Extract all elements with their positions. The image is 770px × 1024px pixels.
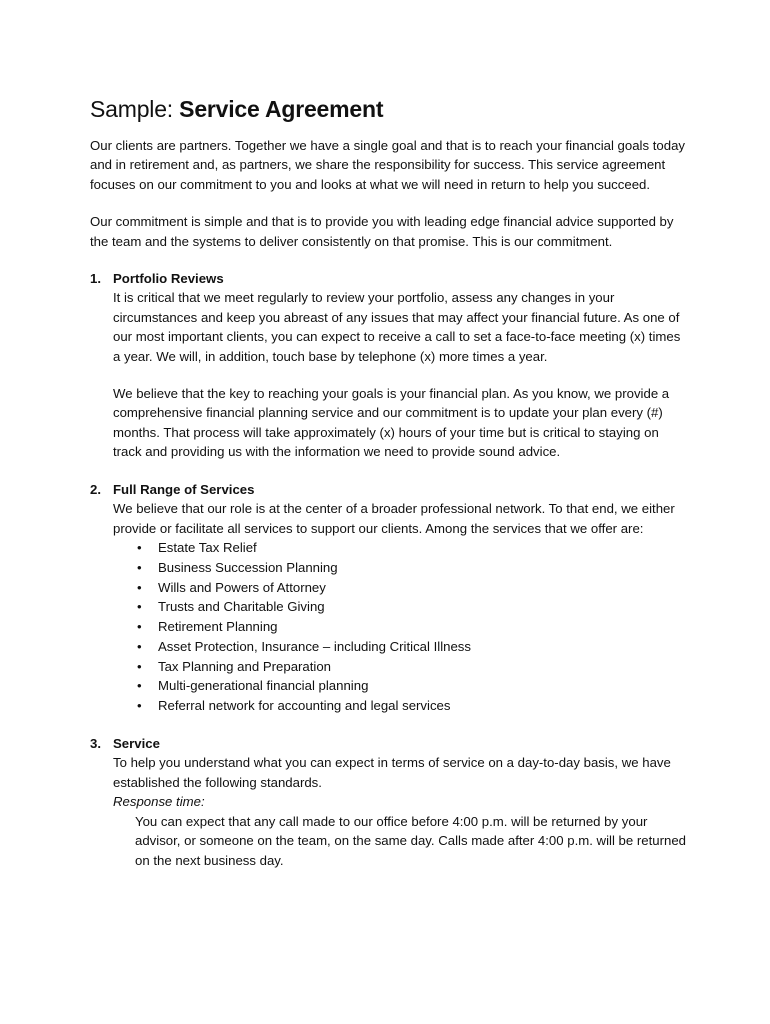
list-item	[137, 597, 690, 617]
list-item-text: Trusts and Charitable Giving	[158, 599, 325, 615]
list-item-text: Tax Planning and Preparation	[158, 658, 332, 674]
list-item	[137, 538, 690, 558]
bullet-icon: •	[137, 678, 142, 694]
section-number: 3.	[90, 736, 101, 752]
section-paragraph: We believe that our role is at the center of a broader professional network. To that end, we either provide or facilitate all services to support our clients. Among the services that we offer are:	[113, 501, 675, 536]
section-number: 2.	[90, 481, 101, 497]
list-item-text: Business Succession Planning	[158, 559, 338, 575]
list-item-text: Asset Protection, Insurance – including Critical Illness	[158, 638, 471, 654]
section-paragraph: We believe that the key to reaching your goals is your financial plan. As you know, we provide a comprehensive financial planning service and our commitment is to update your plan every (#) months. That process will take approximately (x) hours of your time but is critical to staying on track and providing us with the information we need to provide sound advice.	[113, 386, 670, 460]
section-heading: Full Range of Services	[113, 481, 255, 497]
section-body	[113, 734, 690, 870]
section-number: 1.	[90, 271, 101, 287]
services-list	[113, 538, 690, 716]
bullet-icon: •	[137, 579, 142, 595]
list-item	[137, 578, 690, 598]
section-body	[113, 269, 690, 462]
intro-paragraph-2: Our commitment is simple and that is to provide you with leading edge financial advice supported by the team and the systems to deliver consistently on that promise. This is our commitment.	[90, 214, 674, 249]
list-item-text: Retirement Planning	[158, 619, 278, 635]
bullet-icon: •	[137, 619, 142, 635]
bullet-icon: •	[137, 698, 142, 714]
section-heading: Portfolio Reviews	[113, 271, 224, 287]
section-paragraph: It is critical that we meet regularly to review your portfolio, assess any changes in your circumstances and keep you abreast of any issues that may affect your financial future. As one of our most important clients, you can expect to receive a call to set a face-to-face meeting (x) times a year. We will, in addition, touch base by telephone (x) more times a year.	[113, 290, 681, 364]
list-item	[137, 676, 690, 696]
bullet-icon: •	[137, 559, 142, 575]
intro-paragraph-1: Our clients are partners. Together we have a single goal and that is to reach your financial goals today and in retirement and, as partners, we share the responsibility for success. This service agreement focuses on our commitment to you and looks at what we will need in return to help you succeed.	[90, 138, 686, 192]
title-prefix: Sample:	[90, 96, 180, 122]
list-item-text: Referral network for accounting and legal services	[158, 698, 451, 714]
bullet-icon: •	[137, 658, 142, 674]
section-full-range-of-services	[90, 480, 690, 716]
list-item	[137, 558, 690, 578]
bullet-icon: •	[137, 539, 142, 555]
list-item	[137, 637, 690, 657]
section-paragraph: To help you understand what you can expect in terms of service on a day-to-day basis, we have established the following standards.	[113, 755, 671, 790]
list-item-text: Wills and Powers of Attorney	[158, 579, 326, 595]
document-page	[90, 94, 690, 888]
list-item	[137, 617, 690, 637]
section-body	[113, 480, 690, 716]
bullet-icon: •	[137, 599, 142, 615]
section-service	[90, 734, 690, 870]
page-title	[90, 94, 690, 124]
bullet-icon: •	[137, 638, 142, 654]
list-item	[137, 657, 690, 677]
response-time-label: Response time:	[113, 794, 205, 810]
list-item-text: Multi-generational financial planning	[158, 678, 369, 694]
list-item-text: Estate Tax Relief	[158, 539, 257, 555]
title-main: Service Agreement	[179, 96, 384, 122]
list-item	[137, 696, 690, 716]
response-time-text: You can expect that any call made to our office before 4:00 p.m. will be returned by your advisor, or someone on the team, on the same day. Calls made after 4:00 p.m. will be returned on the next business day.	[135, 813, 686, 868]
section-portfolio-reviews	[90, 269, 690, 462]
section-heading: Service	[113, 736, 160, 752]
